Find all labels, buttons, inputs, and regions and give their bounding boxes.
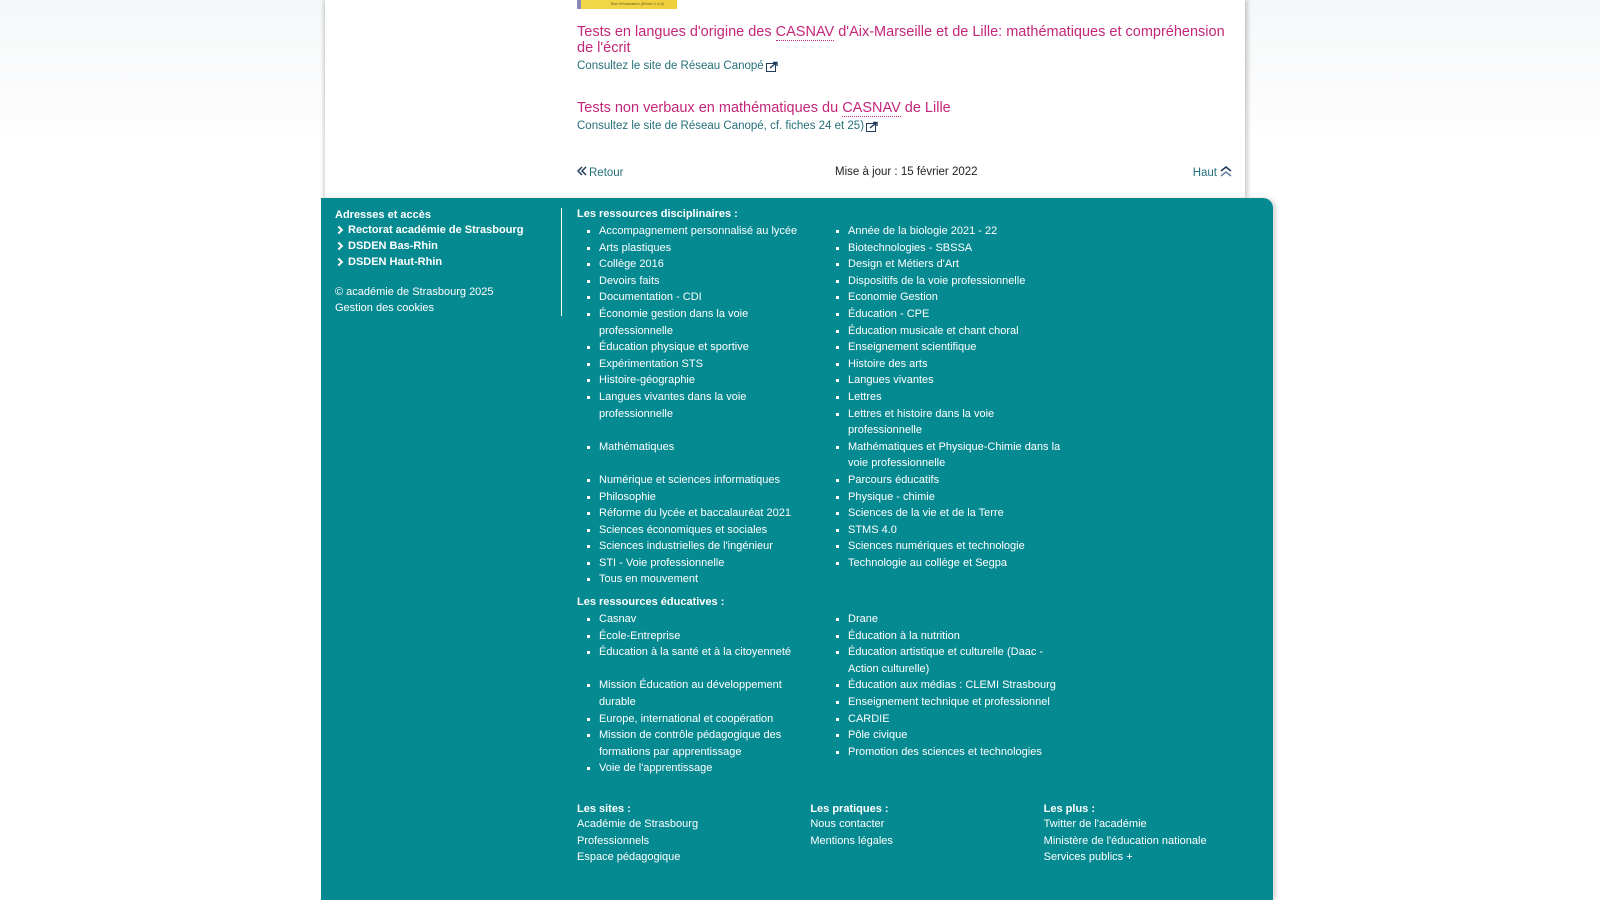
- list-item[interactable]: Promotion des sciences et technologies: [826, 744, 1061, 761]
- list-item[interactable]: Langues vivantes: [826, 372, 1061, 389]
- list-item[interactable]: Histoire des arts: [826, 356, 1061, 373]
- list-item[interactable]: Design et Métiers d'Art: [826, 256, 1061, 273]
- list-item[interactable]: Éducation à la santé et à la citoyenneté: [577, 644, 812, 661]
- list-item[interactable]: Collège 2016: [577, 256, 812, 273]
- list-item[interactable]: Physique - chimie: [826, 489, 1061, 506]
- disciplinary-col-1: [577, 223, 826, 588]
- list-item[interactable]: Sciences numériques et technologie: [826, 538, 1061, 555]
- top-link[interactable]: Haut: [1193, 166, 1232, 180]
- cookie-settings-link[interactable]: Gestion des cookies: [335, 302, 435, 314]
- site-link[interactable]: Professionnels: [577, 834, 650, 847]
- list-item[interactable]: Économie gestion dans la voie professionnelle: [577, 306, 812, 339]
- list-item[interactable]: Sciences économiques et sociales: [577, 522, 812, 539]
- copyright: © académie de Strasbourg 2025: [335, 286, 494, 298]
- double-chevron-left-icon: [577, 166, 589, 179]
- list-item[interactable]: Philosophie: [577, 489, 812, 506]
- addresses-title: Adresses et accès: [335, 209, 432, 221]
- chevron-right-icon: [335, 226, 343, 234]
- list-item[interactable]: Enseignement technique et professionnel: [826, 694, 1061, 711]
- educational-col-1: [577, 611, 826, 777]
- section-title: Les ressources éducatives :: [577, 596, 725, 608]
- site-link[interactable]: Espace pédagogique: [577, 851, 681, 864]
- canope-link[interactable]: Consultez le site de Réseau Canopé: [577, 60, 779, 72]
- resource-entry: [577, 24, 1232, 74]
- list-item[interactable]: Accompagnement personnalisé au lycée: [577, 223, 812, 240]
- list-item[interactable]: Sciences industrielles de l'ingénieur: [577, 538, 812, 555]
- addresses-block: [335, 208, 560, 316]
- list-item[interactable]: Enseignement scientifique: [826, 339, 1061, 356]
- chevron-right-icon: [335, 258, 343, 266]
- list-item[interactable]: Dispositifs de la voie professionnelle: [826, 273, 1061, 290]
- list-item[interactable]: STMS 4.0: [826, 522, 1061, 539]
- disciplinary-col-2: [826, 223, 1075, 588]
- list-item[interactable]: Expérimentation STS: [577, 356, 812, 373]
- list-item[interactable]: Pôle civique: [826, 727, 1061, 744]
- list-item[interactable]: Année de la biologie 2021 - 22: [826, 223, 1061, 240]
- list-item[interactable]: Numérique et sciences informatiques: [577, 472, 812, 489]
- page-nav: [577, 166, 1232, 182]
- list-item[interactable]: Langues vivantes dans la voie professionnelle: [577, 389, 812, 422]
- list-item[interactable]: Parcours éducatifs: [826, 472, 1061, 489]
- list-item[interactable]: Mathématiques et Physique-Chimie dans la voie professionnelle: [826, 439, 1061, 472]
- plus-title: Les plus :: [1043, 803, 1095, 815]
- list-item[interactable]: Éducation musicale et chant choral: [826, 323, 1061, 340]
- external-link-icon: [766, 61, 779, 72]
- footer-divider: [561, 208, 562, 316]
- list-item[interactable]: Technologie au collège et Segpa: [826, 555, 1061, 572]
- list-item[interactable]: Lettres: [826, 389, 1061, 406]
- legal-link[interactable]: Mentions légales: [810, 834, 893, 847]
- list-item[interactable]: Mission de contrôle pédagogique des formations par apprentissage: [577, 727, 812, 760]
- list-item[interactable]: STI - Voie professionnelle: [577, 555, 812, 572]
- list-item[interactable]: Europe, international et coopération: [577, 711, 812, 728]
- list-item[interactable]: Éducation - CPE: [826, 306, 1061, 323]
- resource-entry: [577, 100, 1232, 134]
- external-link-icon: [866, 121, 879, 132]
- sites-title: Les sites :: [577, 803, 631, 815]
- list-item[interactable]: Sciences de la vie et de la Terre: [826, 505, 1061, 522]
- practical-title: Les pratiques :: [810, 803, 889, 815]
- ministry-link[interactable]: Ministère de l'éducation nationale: [1043, 834, 1207, 847]
- canope-link[interactable]: Consultez le site de Réseau Canopé, cf. fiches 24 et 25): [577, 120, 879, 132]
- list-item[interactable]: Éducation à la nutrition: [826, 628, 1061, 645]
- site-link[interactable]: Académie de Strasbourg: [577, 818, 699, 830]
- abbr-casnav: CASNAV: [775, 24, 835, 40]
- back-link[interactable]: Retour: [577, 166, 624, 179]
- contact-link[interactable]: Nous contacter: [810, 818, 885, 830]
- resource-title[interactable]: Tests non verbaux en mathématiques du CASNAV de Lille: [577, 100, 951, 116]
- educational-col-2: [826, 611, 1075, 777]
- list-item[interactable]: CARDIE: [826, 711, 1061, 728]
- abbr-casnav: CASNAV: [842, 100, 901, 116]
- address-link-bas-rhin[interactable]: DSDEN Bas-Rhin: [335, 238, 560, 254]
- list-item[interactable]: Drane: [826, 611, 1061, 628]
- plus-group: [1044, 802, 1277, 866]
- address-link-haut-rhin[interactable]: DSDEN Haut-Rhin: [335, 254, 560, 270]
- resource-title[interactable]: Tests en langues d'origine des CASNAV d'Aix-Marseille et de Lille: mathématiques et compréhension de l'écrit: [577, 24, 1225, 56]
- footer-link-groups: [577, 802, 1277, 866]
- list-item[interactable]: École-Entreprise: [577, 628, 812, 645]
- document-thumbnail[interactable]: [577, 0, 677, 9]
- list-item[interactable]: Voie de l'apprentissage: [577, 760, 812, 777]
- sites-group: [577, 802, 810, 866]
- list-item[interactable]: Documentation - CDI: [577, 289, 812, 306]
- section-title: Les ressources disciplinaires :: [577, 208, 738, 220]
- twitter-link[interactable]: Twitter de l'académie: [1043, 818, 1147, 830]
- list-item[interactable]: Economie Gestion: [826, 289, 1061, 306]
- list-item[interactable]: Mission Éducation au développement durable: [577, 677, 812, 710]
- list-item[interactable]: Casnav: [577, 611, 812, 628]
- list-item[interactable]: Éducation physique et sportive: [577, 339, 812, 356]
- list-item[interactable]: Réforme du lycée et baccalauréat 2021: [577, 505, 812, 522]
- list-item[interactable]: Biotechnologies - SBSSA: [826, 240, 1061, 257]
- disciplinary-resources: [577, 207, 1277, 588]
- list-item[interactable]: Éducation artistique et culturelle (Daac - Action culturelle): [826, 644, 1061, 677]
- list-item[interactable]: Lettres et histoire dans la voie professionnelle: [826, 406, 1061, 439]
- double-chevron-up-icon: [1220, 166, 1232, 180]
- list-item[interactable]: Éducation aux médias : CLEMI Strasbourg: [826, 677, 1061, 694]
- practical-group: [810, 802, 1043, 866]
- list-item[interactable]: Mathématiques: [577, 439, 812, 456]
- address-link-rectorat[interactable]: Rectorat académie de Strasbourg: [335, 222, 560, 238]
- list-item[interactable]: Devoirs faits: [577, 273, 812, 290]
- list-item[interactable]: Histoire-géographie: [577, 372, 812, 389]
- thumbnail-caption: Test d'évaluation (fiches 1 à 5): [610, 1, 664, 6]
- public-services-link[interactable]: Services publics +: [1043, 851, 1133, 864]
- list-item[interactable]: Tous en mouvement: [577, 571, 812, 588]
- chevron-right-icon: [335, 242, 343, 250]
- educational-resources: [577, 595, 1277, 777]
- list-item[interactable]: Arts plastiques: [577, 240, 812, 257]
- last-updated: Mise à jour : 15 février 2022: [835, 166, 978, 178]
- site-footer: [321, 198, 1273, 900]
